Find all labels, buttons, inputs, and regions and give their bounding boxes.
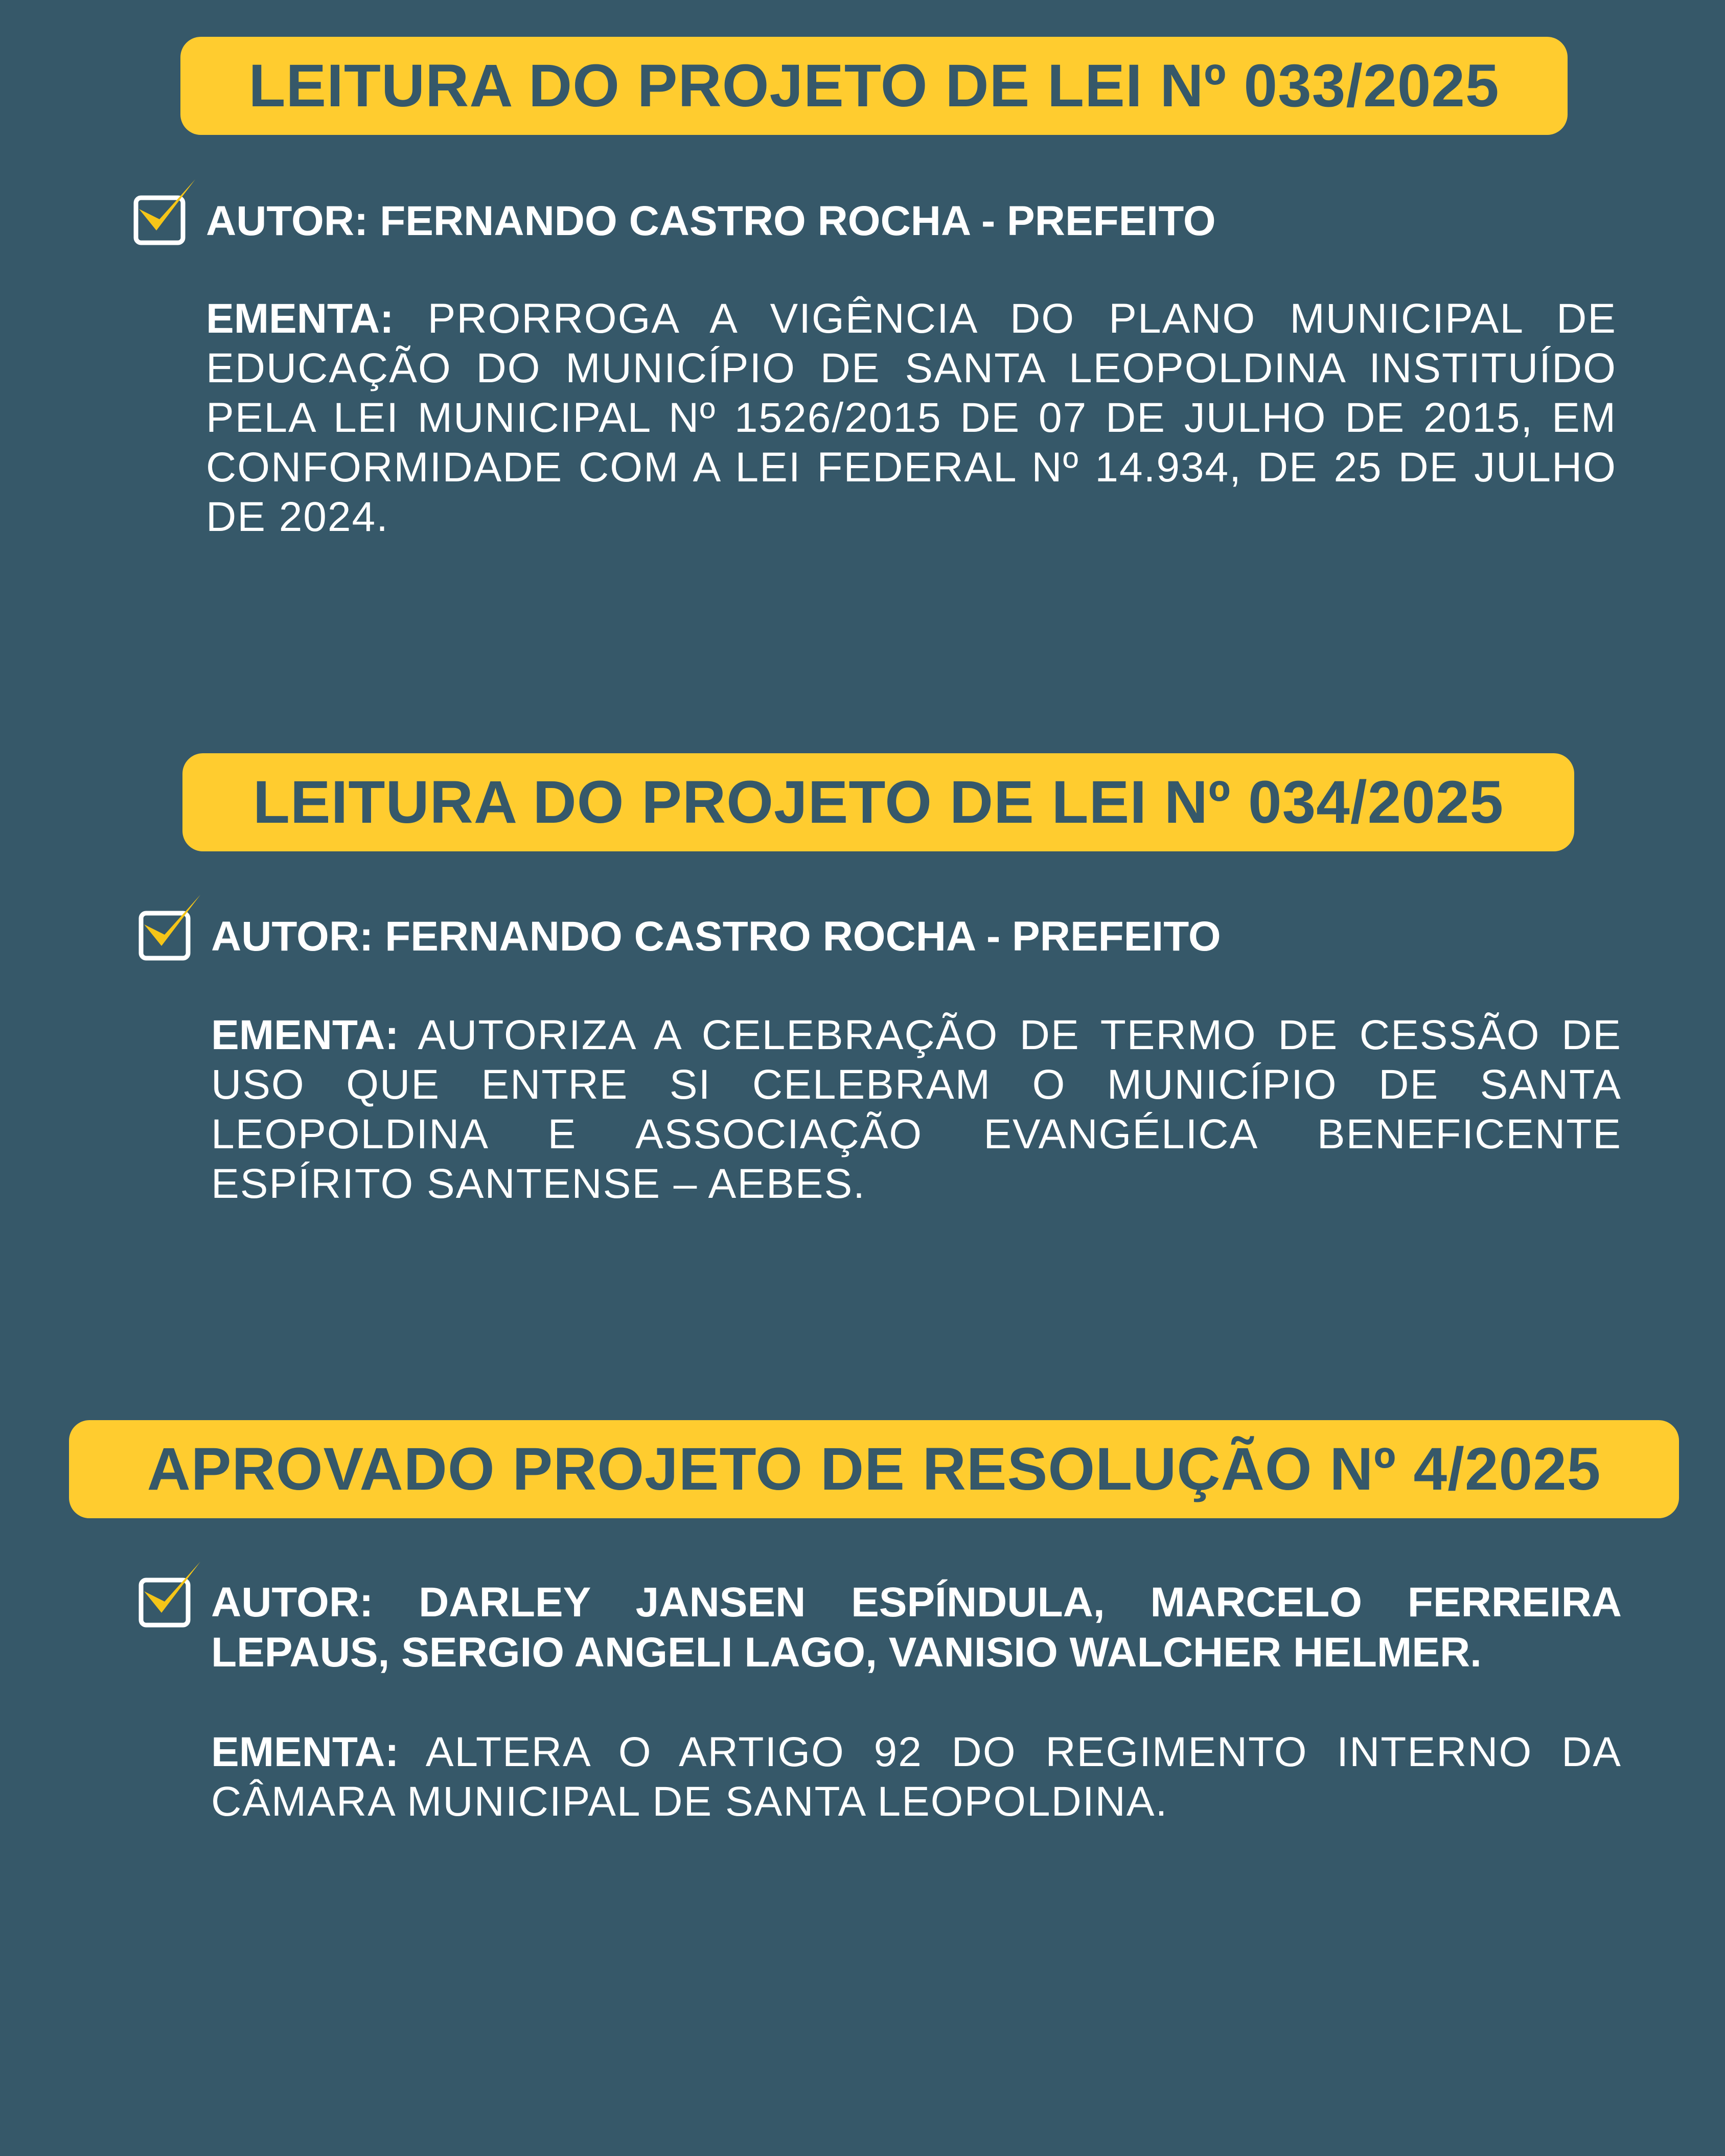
- check-box-icon: [137, 1559, 203, 1630]
- check-box-icon: [132, 176, 198, 248]
- section-2-author: AUTOR: FERNANDO CASTRO ROCHA - PREFEITO: [211, 913, 1221, 960]
- ementa-label: EMENTA:: [211, 1729, 399, 1775]
- section-2-title-banner: LEITURA DO PROJETO DE LEI Nº 034/2025: [182, 753, 1574, 851]
- section-1-title-banner: LEITURA DO PROJETO DE LEI Nº 033/2025: [180, 37, 1568, 135]
- section-1-author: AUTOR: FERNANDO CASTRO ROCHA - PREFEITO: [206, 198, 1216, 244]
- ementa-label: EMENTA:: [211, 1012, 399, 1058]
- ementa-text: ALTERA O ARTIGO 92 DO REGIMENTO INTERNO DA CÂMARA MUNICIPAL DE SANTA LEOPOLDINA.: [211, 1729, 1622, 1825]
- check-box-icon: [137, 892, 203, 963]
- section-3-author: AUTOR: DARLEY JANSEN ESPÍNDULA, MARCELO FERREIRA LEPAUS, SERGIO ANGELI LAGO, VANISIO WALCHER HELMER.: [211, 1579, 1622, 1676]
- section-3-title-banner: APROVADO PROJETO DE RESOLUÇÃO Nº 4/2025: [69, 1420, 1679, 1518]
- ementa-text: PRORROGA A VIGÊNCIA DO PLANO MUNICIPAL DE EDUCAÇÃO DO MUNICÍPIO DE SANTA LEOPOLDINA INSTITUÍDO PELA LEI MUNICIPAL Nº 1526/2015 DE 07 DE JULHO DE 2015, EM CONFORMIDADE COM A LEI FEDERAL Nº 14.934, DE 25 DE JULHO DE 2024.: [206, 295, 1617, 540]
- ementa-label: EMENTA:: [206, 295, 394, 342]
- section-2-ementa: [211, 1010, 1622, 1209]
- section-3-ementa: [211, 1727, 1622, 1826]
- section-1-ementa: [206, 294, 1617, 542]
- ementa-text: AUTORIZA A CELEBRAÇÃO DE TERMO DE CESSÃO DE USO QUE ENTRE SI CELEBRAM O MUNICÍPIO DE SANTA LEOPOLDINA E ASSOCIAÇÃO EVANGÉLICA BENEFICENTE ESPÍRITO SANTENSE – AEBES.: [211, 1012, 1622, 1207]
